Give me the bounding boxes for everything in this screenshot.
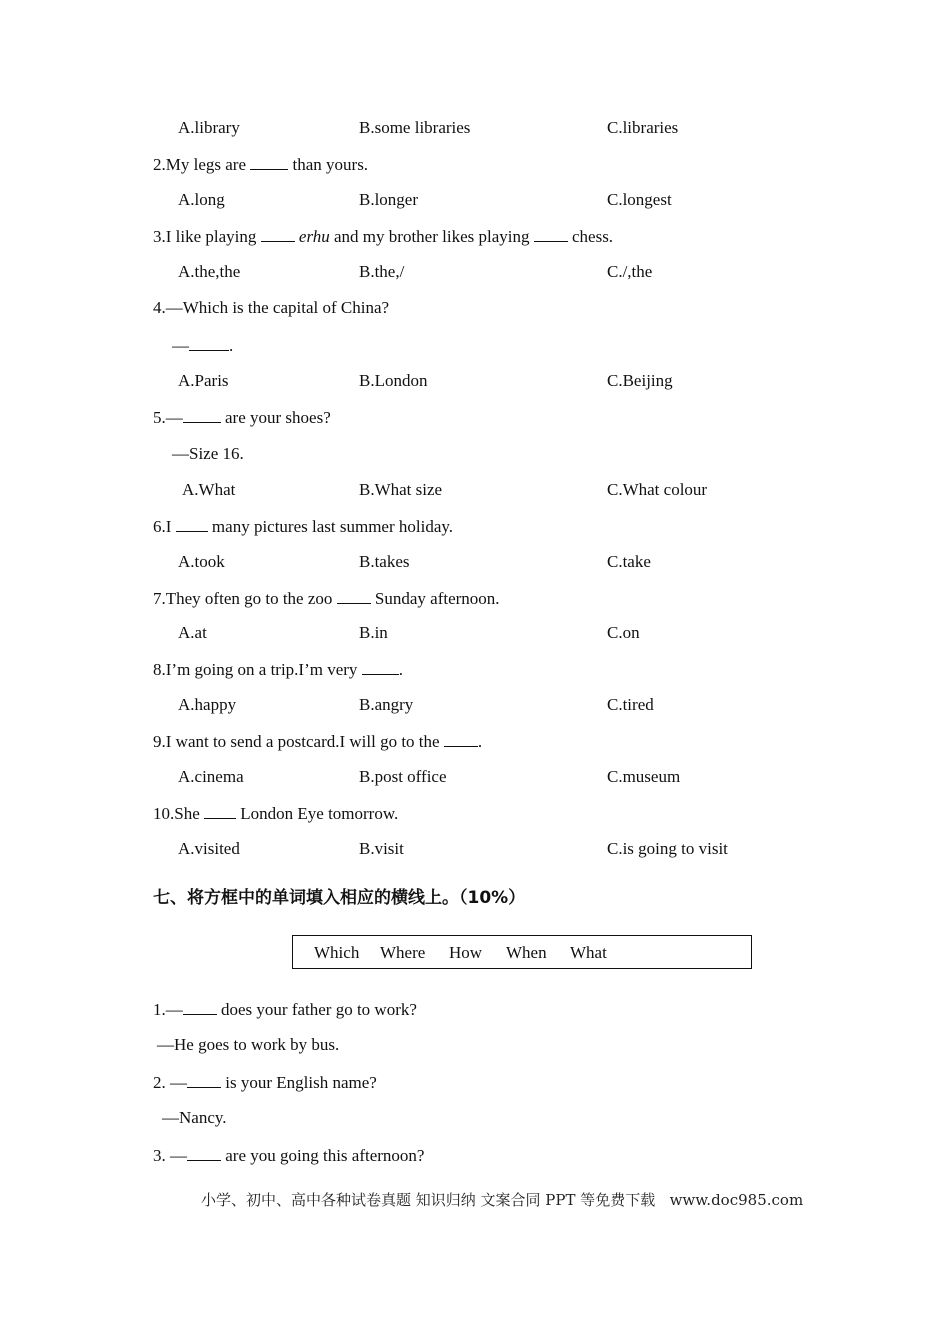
q1-option-b: B.some libraries	[359, 118, 471, 137]
q2-blank	[250, 154, 288, 170]
s7-q1-question	[153, 999, 417, 1019]
word-bank-box	[292, 935, 752, 969]
q9-text-pre: 9.I want to send a postcard.I will go to the	[153, 732, 444, 751]
q7-text-post: Sunday afternoon.	[370, 589, 500, 608]
q4-question: 4.—Which is the capital of China?	[153, 298, 390, 317]
q4-answer-dash: —	[172, 336, 189, 355]
q8-blank	[362, 659, 399, 675]
s7-q3-blank	[187, 1145, 221, 1161]
q10-text-post: London Eye tomorrow.	[236, 804, 399, 823]
q5-text-post: are your shoes?	[220, 408, 331, 427]
q3-option-b: B.the,/	[359, 262, 405, 281]
q3-option-c: C./,the	[607, 262, 653, 281]
q5-option-c: C.What colour	[607, 480, 708, 499]
q10-option-b: B.visit	[359, 839, 404, 858]
s7-q1-text-pre: 1.—	[153, 1000, 183, 1019]
q5-question	[153, 407, 331, 427]
q3-text-pre: 3.I like playing	[153, 227, 261, 246]
q4-option-b: B.London	[359, 371, 428, 390]
page-footer: 小学、初中、高中各种试卷真题 知识归纳 文案合同 PPT 等免费下载 www.doc985.com	[201, 1191, 804, 1209]
q9-option-b: B.post office	[359, 767, 447, 786]
q3-blank-1	[261, 226, 295, 242]
q6-option-c: C.take	[607, 552, 651, 571]
q8-option-b: B.angry	[359, 695, 414, 714]
word-bank-word: What	[570, 943, 607, 962]
q1-option-c: C.libraries	[607, 118, 679, 137]
q4-option-c: C.Beijing	[607, 371, 673, 390]
q6-option-b: B.takes	[359, 552, 410, 571]
q8-option-a: A.happy	[178, 695, 237, 714]
q6-option-a: A.took	[178, 552, 225, 571]
q10-blank	[204, 803, 236, 819]
s7-q2-answer: —Nancy.	[162, 1108, 227, 1127]
q7-option-a: A.at	[178, 623, 207, 642]
section-7-title: 七、将方框中的单词填入相应的横线上。（10%）	[153, 888, 526, 908]
s7-q1-blank	[183, 999, 217, 1015]
q3-blank-2	[534, 226, 568, 242]
q3-option-a: A.the,the	[178, 262, 241, 281]
q5-blank	[183, 407, 221, 423]
q7-option-b: B.in	[359, 623, 388, 642]
q4-answer-period: .	[229, 336, 234, 355]
s7-q3-question	[153, 1145, 424, 1165]
q9-text-post: .	[477, 732, 483, 751]
q1-option-a: A.library	[178, 118, 240, 137]
q9-option-a: A.cinema	[178, 767, 244, 786]
q2-option-a: A.long	[178, 190, 225, 209]
s7-q2-text-pre: 2. —	[153, 1073, 187, 1092]
q4-option-a: A.Paris	[178, 371, 229, 390]
s7-q1-answer: —He goes to work by bus.	[157, 1035, 340, 1054]
s7-q3-text-pre: 3. —	[153, 1146, 187, 1165]
word-bank-word: When	[506, 943, 547, 962]
q5-answer: —Size 16.	[172, 444, 244, 463]
q2-option-c: C.longest	[607, 190, 672, 209]
q5-option-b: B.What size	[359, 480, 443, 499]
q3-question	[153, 226, 613, 246]
q4-blank	[189, 335, 229, 351]
q8-text-pre: 8.I’m going on a trip.I’m very	[153, 660, 362, 679]
q8-option-c: C.tired	[607, 695, 654, 714]
q6-question	[153, 516, 453, 536]
q2-text-post: than yours.	[288, 155, 369, 174]
q8-text-post: .	[398, 660, 403, 679]
q2-text-pre: 2.My legs are	[153, 155, 251, 174]
q7-text-pre: 7.They often go to the zoo	[153, 589, 337, 608]
q9-question	[153, 731, 482, 751]
q5-option-a: A.What	[182, 480, 236, 499]
q3-text-post: chess.	[567, 227, 614, 246]
q7-question	[153, 588, 500, 608]
q2-option-b: B.longer	[359, 190, 419, 209]
q7-blank	[337, 588, 371, 604]
q5-text-pre: 5.—	[153, 408, 183, 427]
q4-answer-line	[172, 335, 233, 355]
q7-option-c: C.on	[607, 623, 640, 642]
q3-text-mid: and my brother likes playing	[329, 227, 534, 246]
q10-option-c: C.is going to visit	[607, 839, 728, 858]
s7-q2-question	[153, 1072, 377, 1092]
q6-text-post: many pictures last summer holiday.	[207, 517, 454, 536]
s7-q3-text-post: are you going this afternoon?	[221, 1146, 425, 1165]
q10-text-pre: 10.She	[153, 804, 204, 823]
q3-italic-word: erhu	[298, 227, 330, 246]
word-bank-word: Which	[314, 943, 360, 962]
s7-q2-text-post: is your English name?	[221, 1073, 377, 1092]
s7-q1-text-post: does your father go to work?	[216, 1000, 417, 1019]
q10-option-a: A.visited	[178, 839, 240, 858]
q6-blank	[176, 516, 208, 532]
q9-blank	[444, 731, 478, 747]
q6-text-pre: 6.I	[153, 517, 176, 536]
q9-option-c: C.museum	[607, 767, 681, 786]
q10-question	[153, 803, 398, 823]
s7-q2-blank	[187, 1072, 221, 1088]
q8-question	[153, 659, 403, 679]
word-bank-word: How	[449, 943, 483, 962]
word-bank-word: Where	[380, 943, 426, 962]
q2-question	[153, 154, 368, 174]
